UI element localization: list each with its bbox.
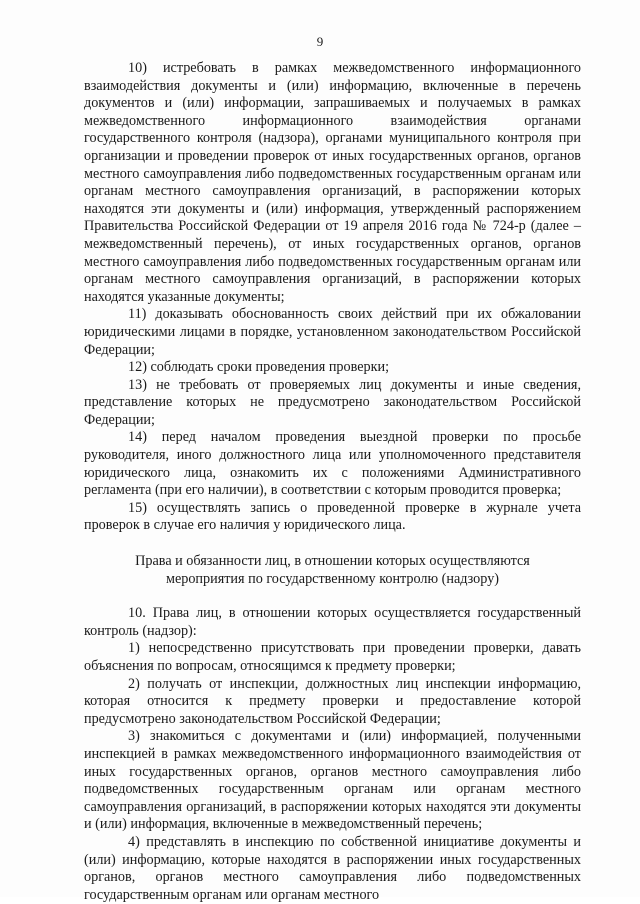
paragraph-right-3: 3) знакомиться с документами и (или) информацией, полученными инспекцией в рамках межведомственного информационного взаимодействия от иных государственных органов, органов местного самоуправления либо подведомственных государственным органам или органам местного самоуправления организаций, в распоряжении которых находятся эти документы и (или) информация, включенные в межведомственный перечень; bbox=[84, 728, 581, 833]
paragraph-item-10: 10) истребовать в рамках межведомственного информационного взаимодействия документы и (или) информацию, включенные в перечень документов и (или) информации, запрашиваемых и получаемых в рамках межведомственного информационного взаимодействия органами государственного контроля (надзора), органами муниципального контроля при организации и проведении проверок от иных государственных органов, органов местного самоуправления либо подведомственных государственным органам или органам местного самоуправления организаций, в распоряжении которых находятся эти документы и (или) информация, утвержденный распоряжением Правительства Российской Федерации от 19 апреля 2016 года № 724-р (далее – межведомственный перечень), от иных государственных органов, органов местного самоуправления либо подведомственных государственным органам или органам местного самоуправления организаций, в распоряжении которых находятся указанные документы; bbox=[84, 60, 581, 305]
section-heading bbox=[84, 553, 581, 588]
paragraph-item-12: 12) соблюдать сроки проведения проверки; bbox=[128, 359, 390, 376]
paragraph-right-2: 2) получать от инспекции, должностных лиц инспекции информацию, которая относится к предмету проверки и предоставление которой предусмотрено законодательством Российской Федерации; bbox=[84, 675, 581, 727]
section-heading-line-1: Права и обязанности лиц, в отношении которых осуществляются bbox=[135, 553, 530, 570]
paragraph-item-13: 13) не требовать от проверяемых лиц документы и иные сведения, представление которых не предусмотрено законодательством Российской Федерации; bbox=[84, 376, 581, 428]
paragraph-item-15: 15) осуществлять запись о проведенной проверке в журнале учета проверок в случае его наличия у юридического лица. bbox=[84, 499, 581, 534]
page-number: 9 bbox=[316, 34, 324, 49]
section-heading-line-2: мероприятия по государственному контролю (надзору) bbox=[165, 570, 500, 587]
paragraph-item-14: 14) перед началом проведения выездной проверки по просьбе руководителя, иного должностного лица или уполномоченного представителя юридического лица, ознакомить их с положениями Административного регламента (при его наличии), в соответствии с которым проводится проверка; bbox=[84, 429, 581, 499]
document-body bbox=[84, 60, 581, 904]
paragraph-right-4: 4) представлять в инспекцию по собственной инициативе документы и (или) информацию, которые находятся в распоряжении иных государственных органов, органов местного самоуправления либо подведомственных государственным органам или органам местного bbox=[84, 833, 581, 903]
paragraph-right-1: 1) непосредственно присутствовать при проведении проверки, давать объяснения по вопросам, относящимся к предмету проверки; bbox=[84, 640, 581, 674]
paragraph-item-11: 11) доказывать обоснованность своих действий при их обжаловании юридическими лицами в порядке, установленном законодательством Российской Федерации; bbox=[84, 306, 581, 358]
paragraph-clause-10: 10. Права лиц, в отношении которых осуществляется государственный контроль (надзор): bbox=[84, 605, 581, 639]
